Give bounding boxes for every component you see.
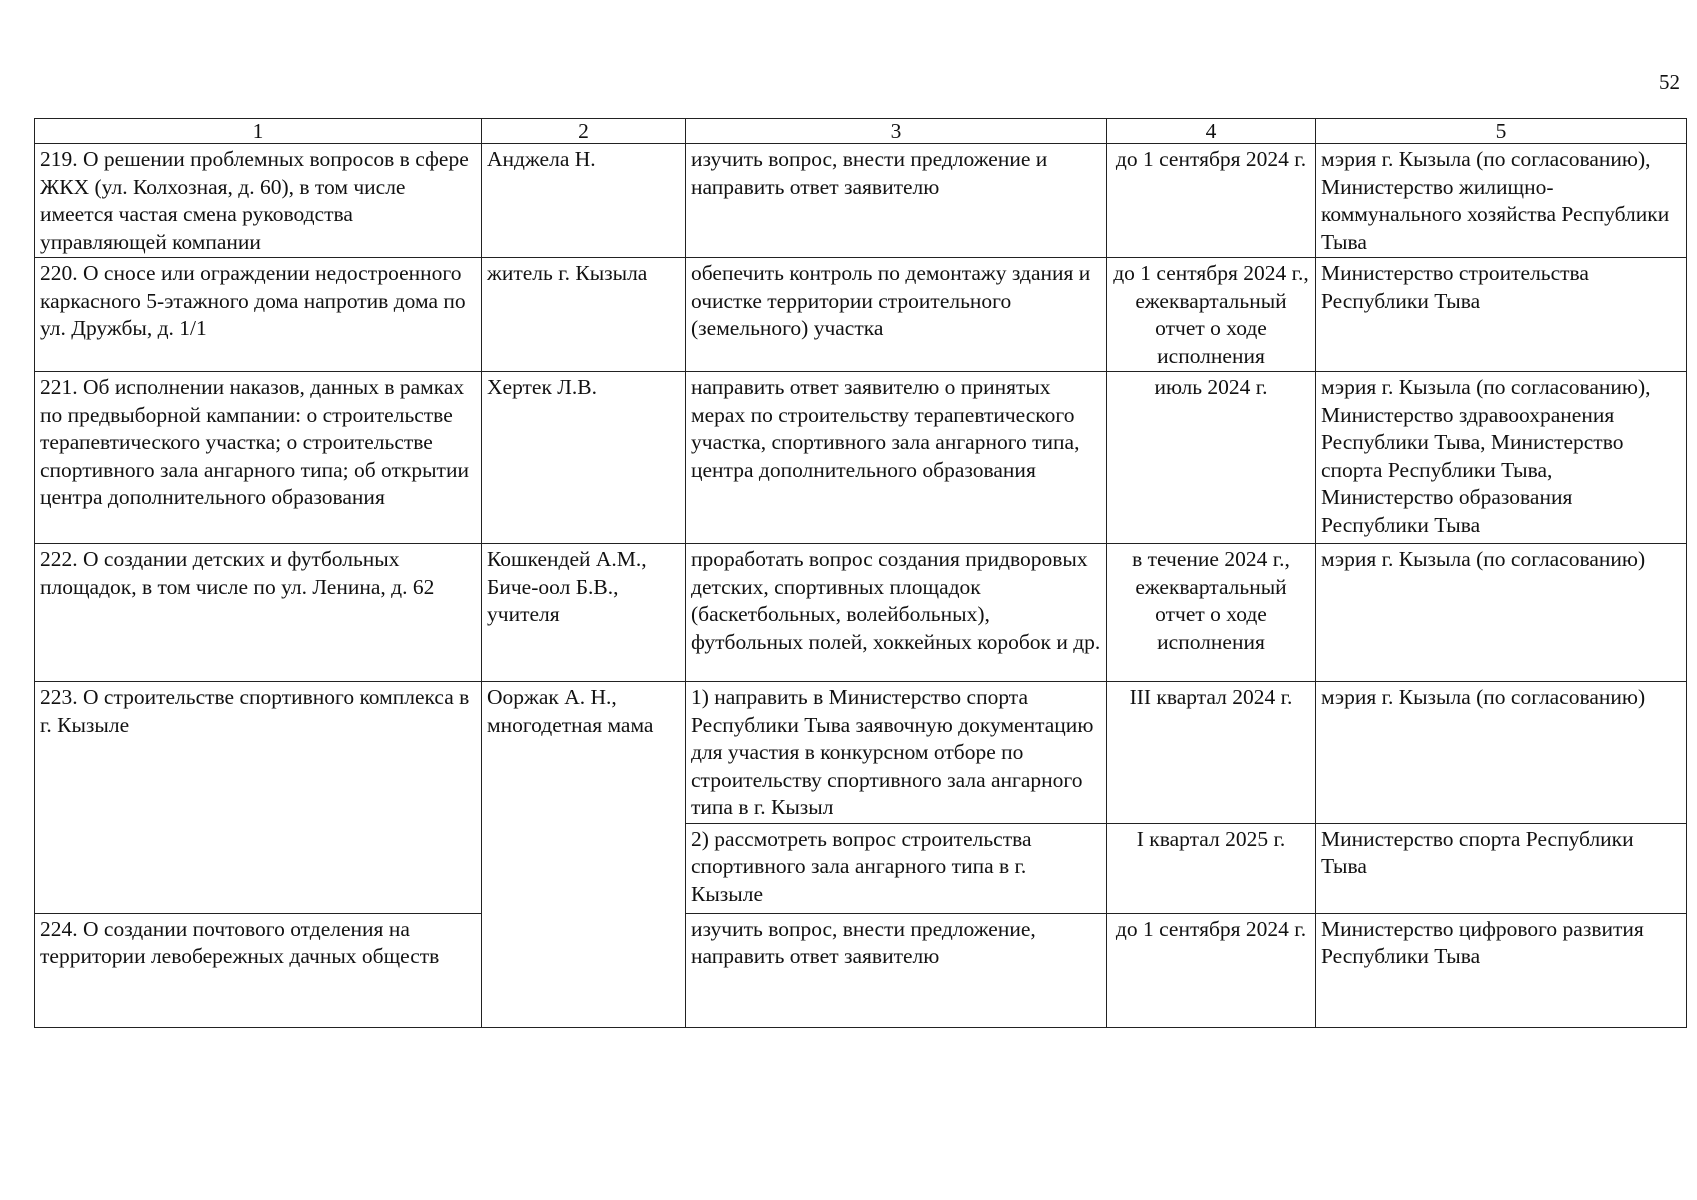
question-cell: 223. О строительстве спортивного комплекса в г. Кызыле: [35, 682, 482, 914]
applicant-cell: Анджела Н.: [482, 144, 686, 258]
responsible-cell: мэрия г. Кызыла (по согласованию), Министерство жилищно-коммунального хозяйства Республики Тыва: [1316, 144, 1687, 258]
header-col-4: 4: [1107, 119, 1316, 144]
action-cell: изучить вопрос, внести предложение и направить ответ заявителю: [686, 144, 1107, 258]
deadline-cell: до 1 сентября 2024 г., ежеквартальный отчет о ходе исполнения: [1107, 258, 1316, 372]
responsible-cell: мэрия г. Кызыла (по согласованию): [1316, 544, 1687, 682]
table-row: [35, 258, 1687, 372]
action-cell: направить ответ заявителю о принятых мерах по строительству терапевтического участка, спортивного зала ангарного типа, центра дополнительного образования: [686, 372, 1107, 544]
deadline-cell: I квартал 2025 г.: [1107, 823, 1316, 913]
question-cell: 221. Об исполнении наказов, данных в рамках по предвыборной кампании: о строительстве терапевтического участка; о строительстве спортивного зала ангарного типа; об открытии центра дополнительного образования: [35, 372, 482, 544]
table-row: [35, 544, 1687, 682]
header-col-1: 1: [35, 119, 482, 144]
header-col-3: 3: [686, 119, 1107, 144]
question-cell: 220. О сносе или ограждении недостроенного каркасного 5-этажного дома напротив дома по ул. Дружбы, д. 1/1: [35, 258, 482, 372]
table-row: [35, 372, 1687, 544]
action-cell: проработать вопрос создания придворовых детских, спортивных площадок (баскетбольных, волейбольных), футбольных полей, хоккейных коробок и др.: [686, 544, 1107, 682]
applicant-cell: Хертек Л.В.: [482, 372, 686, 544]
question-cell: 219. О решении проблемных вопросов в сфере ЖКХ (ул. Колхозная, д. 60), в том числе имеется частая смена руководства управляющей компании: [35, 144, 482, 258]
header-col-2: 2: [482, 119, 686, 144]
responsible-cell: мэрия г. Кызыла (по согласованию), Министерство здравоохранения Республики Тыва, Министерство спорта Республики Тыва, Министерство образования Республики Тыва: [1316, 372, 1687, 544]
responsible-cell: мэрия г. Кызыла (по согласованию): [1316, 682, 1687, 824]
deadline-cell: до 1 сентября 2024 г.: [1107, 144, 1316, 258]
table-row: [35, 913, 1687, 1027]
assignments-table: [34, 118, 1687, 1028]
question-cell: 224. О создании почтового отделения на территории левобережных дачных обществ: [35, 913, 482, 1027]
responsible-cell: Министерство строительства Республики Тыва: [1316, 258, 1687, 372]
header-col-5: 5: [1316, 119, 1687, 144]
deadline-cell: в течение 2024 г., ежеквартальный отчет о ходе исполнения: [1107, 544, 1316, 682]
action-cell: 1) направить в Министерство спорта Республики Тыва заявочную документацию для участия в конкурсном отборе по строительству спортивного зала ангарного типа в г. Кызыл: [686, 682, 1107, 824]
action-cell: обепечить контроль по демонтажу здания и очистке территории строительного (земельного) участка: [686, 258, 1107, 372]
table-header-row: [35, 119, 1687, 144]
applicant-cell: Кошкендей А.М., Биче-оол Б.В., учителя: [482, 544, 686, 682]
responsible-cell: Министерство цифрового развития Республики Тыва: [1316, 913, 1687, 1027]
table-row: [35, 144, 1687, 258]
page-number: 52: [1659, 70, 1680, 94]
action-cell: изучить вопрос, внести предложение, направить ответ заявителю: [686, 913, 1107, 1027]
deadline-cell: до 1 сентября 2024 г.: [1107, 913, 1316, 1027]
responsible-cell: Министерство спорта Республики Тыва: [1316, 823, 1687, 913]
applicant-cell: житель г. Кызыла: [482, 258, 686, 372]
deadline-cell: июль 2024 г.: [1107, 372, 1316, 544]
deadline-cell: III квартал 2024 г.: [1107, 682, 1316, 824]
question-cell: 222. О создании детских и футбольных площадок, в том числе по ул. Ленина, д. 62: [35, 544, 482, 682]
applicant-cell: Ооржак А. Н., многодетная мама: [482, 682, 686, 1028]
table-row: [35, 682, 1687, 824]
action-cell: 2) рассмотреть вопрос строительства спортивного зала ангарного типа в г. Кызыле: [686, 823, 1107, 913]
